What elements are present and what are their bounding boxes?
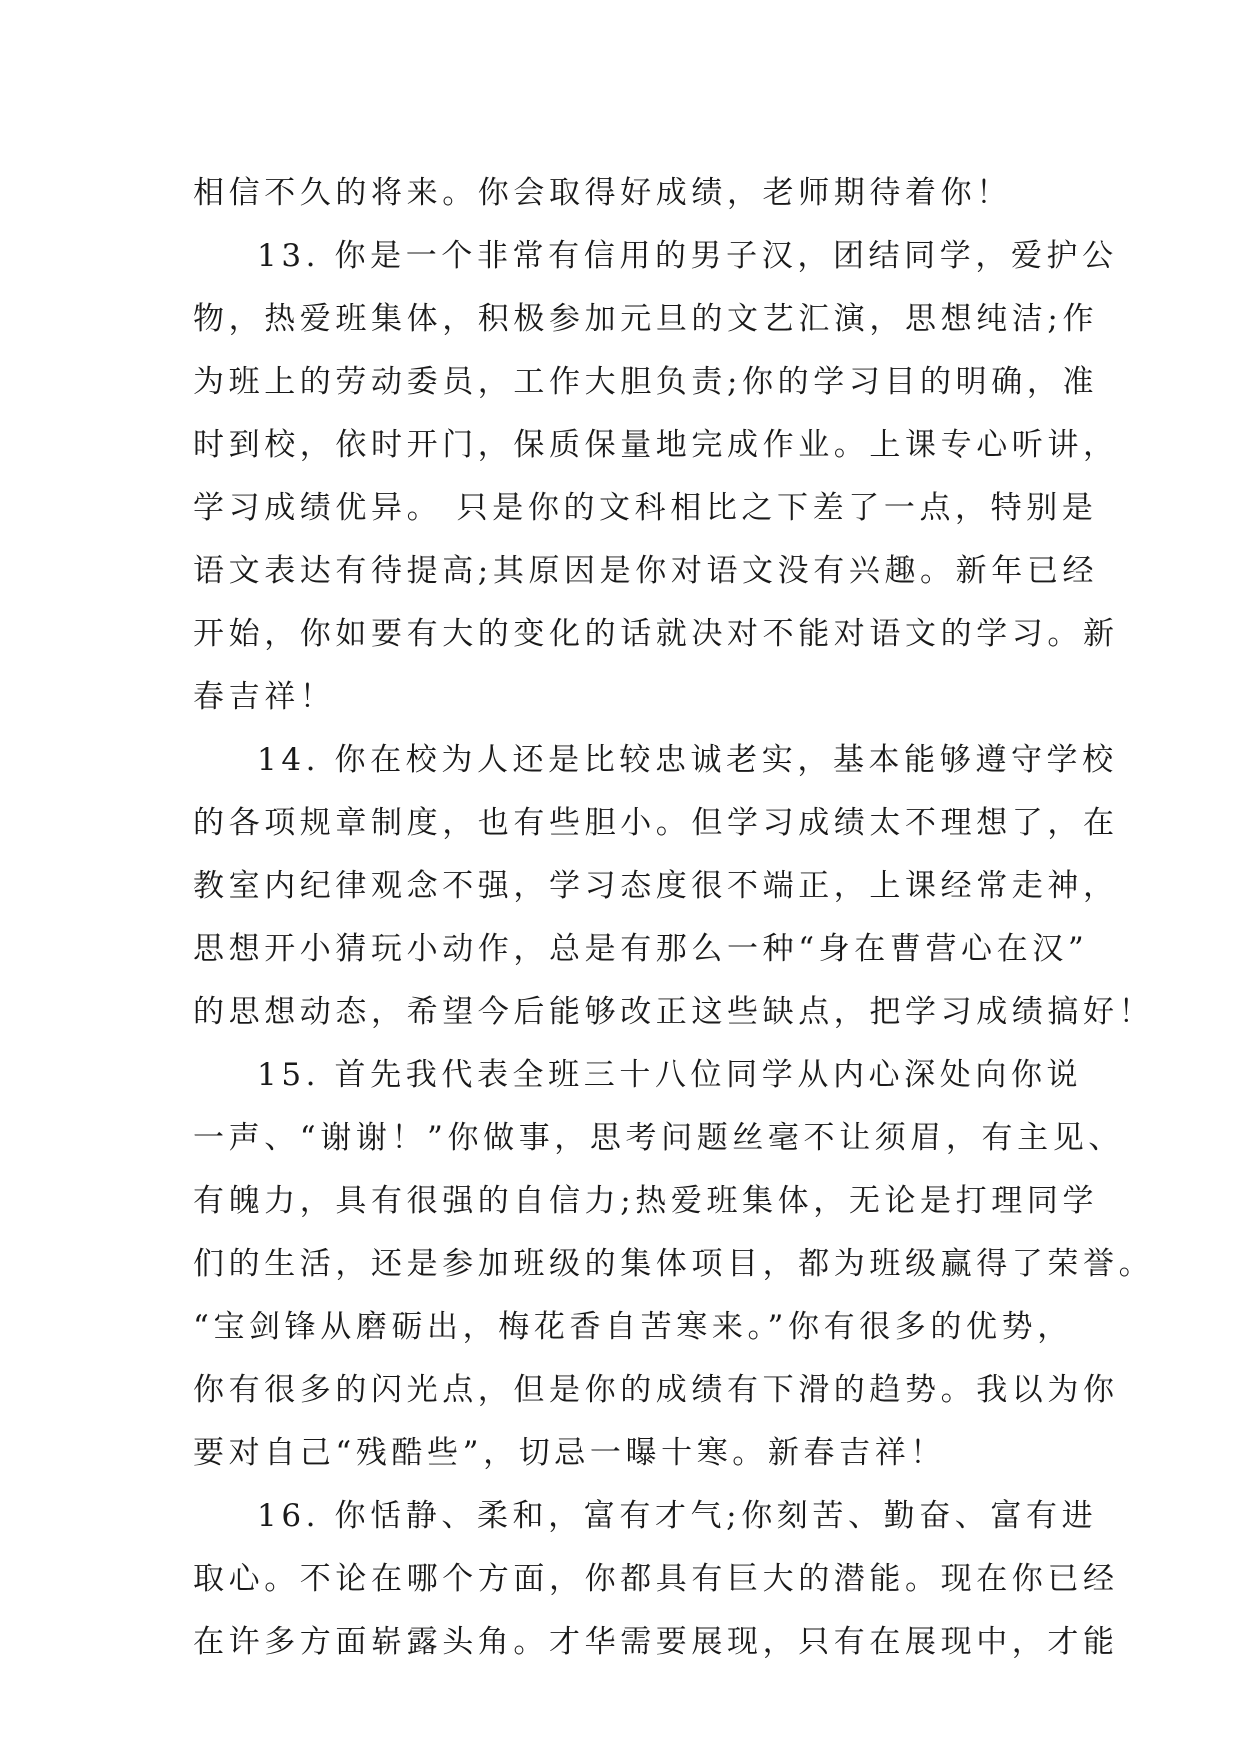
text-line: “宝剑锋从磨砺出，梅花香自苦寒来。”你有很多的优势， xyxy=(193,1309,1073,1345)
text-line: 取心。不论在哪个方面，你都具有巨大的潜能。现在你已经 xyxy=(193,1561,1119,1597)
text-line: 要对自己“残酷些”，切忌一曝十寒。新春吉祥！ xyxy=(193,1435,946,1471)
text-line: 为班上的劳动委员，工作大胆负责;你的学习目的明确，准 xyxy=(193,364,1099,400)
text-line: 你有很多的闪光点，但是你的成绩有下滑的趋势。我以为你 xyxy=(193,1372,1119,1408)
text-line: 学习成绩优异。 只是你的文科相比之下差了一点，特别是 xyxy=(193,490,1098,526)
text-line: 时到校，依时开门，保质保量地完成作业。上课专心听讲， xyxy=(193,427,1119,463)
text-line: 物，热爱班集体，积极参加元旦的文艺汇演，思想纯洁;作 xyxy=(193,301,1099,337)
paragraph-first-line: 16. 你恬静、柔和，富有才气;你刻苦、勤奋、富有进 xyxy=(257,1498,1098,1534)
text-line: 相信不久的将来。你会取得好成绩，老师期待着你！ xyxy=(193,175,1012,211)
text-line: 的各项规章制度，也有些胆小。但学习成绩太不理想了，在 xyxy=(193,805,1119,841)
text-line: 思想开小猜玩小动作，总是有那么一种“身在曹营心在汉” xyxy=(193,931,1089,967)
paragraph-first-line: 14. 你在校为人还是比较忠诚老实，基本能够遵守学校 xyxy=(257,742,1118,778)
paragraph-first-line: 13. 你是一个非常有信用的男子汉，团结同学，爱护公 xyxy=(257,238,1118,274)
text-line: 的思想动态，希望今后能够改正这些缺点，把学习成绩搞好！ xyxy=(193,994,1155,1030)
paragraph-first-line: 15. 首先我代表全班三十八位同学从内心深处向你说 xyxy=(257,1057,1083,1093)
text-line: 教室内纪律观念不强，学习态度很不端正，上课经常走神， xyxy=(193,868,1119,904)
text-line: 一声、“谢谢！”你做事，思考问题丝毫不让须眉，有主见、 xyxy=(193,1120,1124,1156)
text-line: 有魄力，具有很强的自信力;热爱班集体，无论是打理同学 xyxy=(193,1183,1099,1219)
text-line: 语文表达有待提高;其原因是你对语文没有兴趣。新年已经 xyxy=(193,553,1099,589)
text-line: 春吉祥！ xyxy=(193,679,336,715)
document-body xyxy=(193,162,1155,1674)
text-line: 们的生活，还是参加班级的集体项目，都为班级赢得了荣誉。 xyxy=(193,1246,1155,1282)
text-line: 在许多方面崭露头角。才华需要展现，只有在展现中，才能 xyxy=(193,1624,1119,1660)
text-line: 开始，你如要有大的变化的话就决对不能对语文的学习。新 xyxy=(193,616,1119,652)
